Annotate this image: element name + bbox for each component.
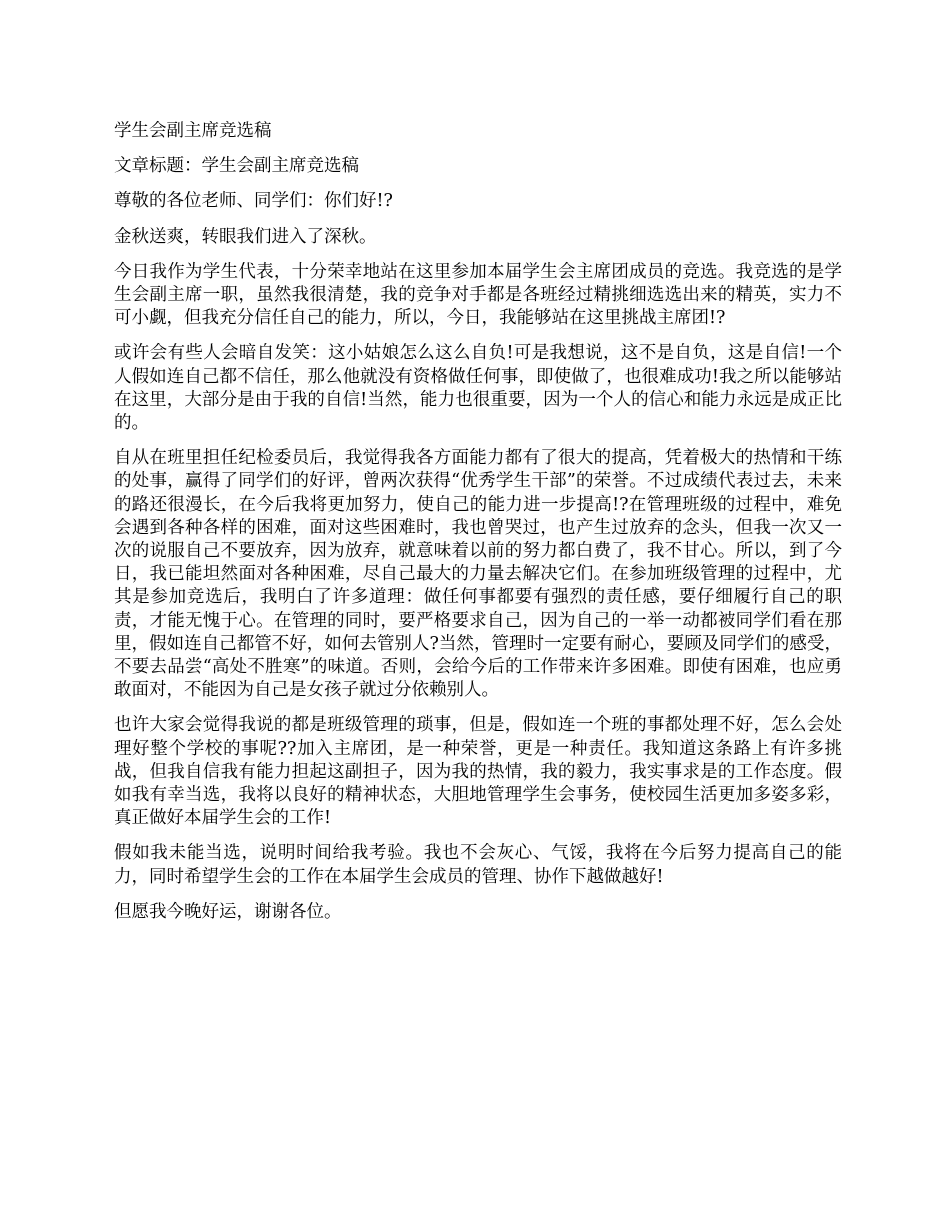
paragraph: 也许大家会觉得我说的都是班级管理的琐事，但是，假如连一个班的事都处理不好，怎么会处理好整个学校的事呢??加入主席团，是一种荣誉，更是一种责任。我知道这条路上有许多挑战，但我自信我有能力担起这副担子，因为我的热情，我的毅力，我实事求是的工作态度。假如我有幸当选，我将以良好的精神状态，大胆地管理学生会事务，使校园生活更加多姿多彩，真正做好本届学生会的工作! (114, 715, 842, 829)
closing-line: 但愿我今晚好运，谢谢各位。 (114, 901, 342, 922)
salutation: 尊敬的各位老师、同学们：你们好!? (114, 191, 393, 212)
paragraph: 金秋送爽，转眼我们进入了深秋。 (114, 226, 377, 247)
article-title-line: 文章标题：学生会副主席竞选稿 (114, 156, 359, 177)
document-body (114, 120, 842, 936)
paragraph: 今日我作为学生代表，十分荣幸地站在这里参加本届学生会主席团成员的竞选。我竞选的是学生会副主席一职，虽然我很清楚，我的竞争对手都是各班经过精挑细选选出来的精英，实力不可小觑，但我充分信任自己的能力，所以，今日，我能够站在这里挑战主席团!? (114, 261, 842, 329)
paragraph: 或许会有些人会暗自发笑：这小姑娘怎么这么自负!可是我想说，这不是自负，这是自信!一个人假如连自己都不信任，那么他就没有资格做任何事，即使做了，也很难成功!我之所以能够站在这里，大部分是由于我的自信!当然，能力也很重要，因为一个人的信心和能力永远是成正比的。 (114, 343, 842, 434)
paragraph: 假如我未能当选，说明时间给我考验。我也不会灰心、气馁，我将在今后努力提高自己的能力，同时希望学生会的工作在本届学生会成员的管理、协作下越做越好! (114, 843, 842, 887)
paragraph: 自从在班里担任纪检委员后，我觉得我各方面能力都有了很大的提高，凭着极大的热情和干练的处事，赢得了同学们的好评，曾两次获得“优秀学生干部”的荣誉。不过成绩代表过去，未来的路还很漫长，在今后我将更加努力，使自己的能力进一步提高!?在管理班级的过程中，难免会遇到各种各样的困难，面对这些困难时，我也曾哭过，也产生过放弃的念头，但我一次又一次的说服自己不要放弃，因为放弃，就意味着以前的努力都白费了，我不甘心。所以，到了今日，我已能坦然面对各种困难，尽自己最大的力量去解决它们。在参加班级管理的过程中，尤其是参加竞选后，我明白了许多道理：做任何事都要有强烈的责任感，要仔细履行自己的职责，才能无愧于心。在管理的同时，要严格要求自己，因为自己的一举一动都被同学们看在那里，假如连自己都管不好，如何去管别人?当然，管理时一定要有耐心，要顾及同学们的感受，不要去品尝“高处不胜寒”的味道。否则，会给今后的工作带来许多困难。即使有困难，也应勇敢面对，不能因为自己是女孩子就过分依赖别人。 (114, 448, 842, 701)
document-title: 学生会副主席竞选稿 (114, 121, 272, 141)
